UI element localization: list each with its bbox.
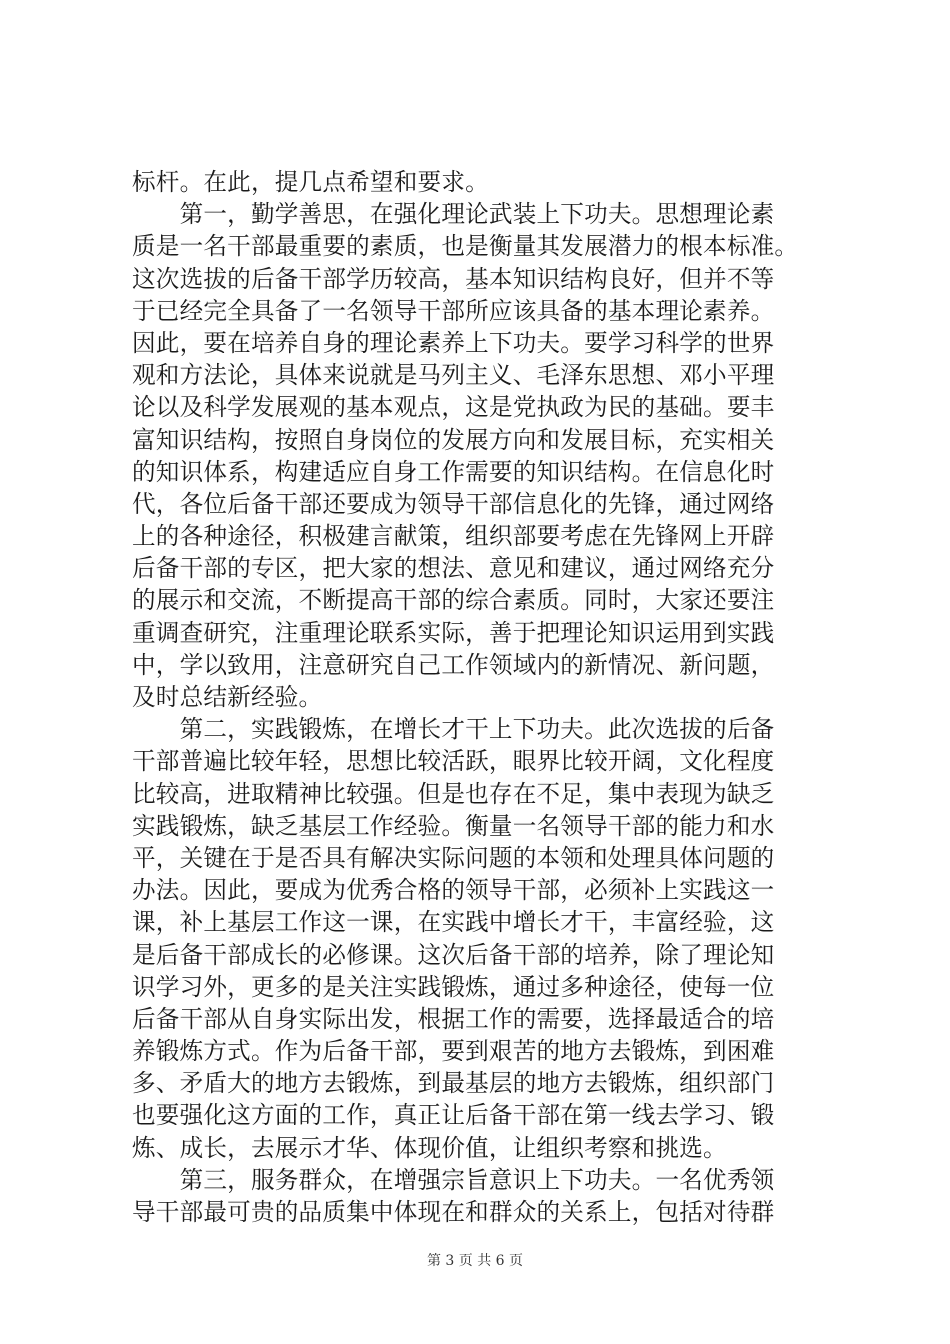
text-line: 多、矛盾大的地方去锻炼，到最基层的地方去锻炼，组织部门: [132, 1069, 775, 1098]
text-line: 第二，实践锻炼，在增长才干上下功夫。此次选拔的后备: [132, 715, 775, 744]
text-line: 及时总结新经验。: [132, 683, 323, 711]
text-line: 比较高，进取精神比较强。但是也存在不足，集中表现为缺乏: [132, 779, 775, 808]
text-line: 质是一名干部最重要的素质，也是衡量其发展潜力的根本标准。: [132, 232, 799, 261]
page-footer: [0, 1251, 950, 1271]
text-line: 也要强化这方面的工作，真正让后备干部在第一线去学习、锻: [132, 1101, 775, 1130]
text-line: 导干部最可贵的品质集中体现在和群众的关系上，包括对待群: [132, 1198, 775, 1226]
text-line: 第三，服务群众，在增强宗旨意识上下功夫。一名优秀领: [132, 1165, 775, 1194]
text-line: 于已经完全具备了一名领导干部所应该具备的基本理论素养。: [132, 296, 775, 325]
text-line: 养锻炼方式。作为后备干部，要到艰苦的地方去锻炼，到困难: [132, 1037, 775, 1066]
page-number-label: 第 3 页 共 6 页: [426, 1253, 524, 1269]
text-line: 的知识体系，构建适应自身工作需要的知识结构。在信息化时: [132, 457, 775, 486]
text-line: 这次选拔的后备干部学历较高，基本知识结构良好，但并不等: [132, 264, 775, 293]
text-line: 中，学以致用，注意研究自己工作领域内的新情况、新问题，: [132, 650, 775, 679]
text-line: 上的各种途径，积极建言献策，组织部要考虑在先锋网上开辟: [132, 522, 775, 551]
text-line: 的展示和交流，不断提高干部的综合素质。同时，大家还要注: [132, 586, 775, 615]
text-line: 识学习外，更多的是关注实践锻炼，通过多种途径，使每一位: [132, 972, 775, 1001]
text-line: 课，补上基层工作这一课，在实践中增长才干，丰富经验，这: [132, 908, 775, 937]
text-line: 重调查研究，注重理论联系实际，善于把理论知识运用到实践: [132, 618, 775, 647]
text-line: 标杆。在此，提几点希望和要求。: [132, 168, 489, 196]
text-line: 代，各位后备干部还要成为领导干部信息化的先锋，通过网络: [132, 489, 775, 518]
text-line: 论以及科学发展观的基本观点，这是党执政为民的基础。要丰: [132, 393, 775, 422]
text-line: 干部普遍比较年轻，思想比较活跃，眼界比较开阔，文化程度: [132, 747, 775, 776]
text-line: 平，关键在于是否具有解决实际问题的本领和处理具体问题的: [132, 843, 775, 872]
text-line: 是后备干部成长的必修课。这次后备干部的培养，除了理论知: [132, 940, 775, 969]
text-line: 第一，勤学善思，在强化理论武装上下功夫。思想理论素: [132, 200, 775, 229]
text-line: 因此，要在培养自身的理论素养上下功夫。要学习科学的世界: [132, 328, 775, 357]
text-line: 富知识结构，按照自身岗位的发展方向和发展目标，充实相关: [132, 425, 775, 454]
body-text: [132, 166, 832, 1228]
text-line: 后备干部的专区，把大家的想法、意见和建议，通过网络充分: [132, 554, 775, 583]
text-line: 实践锻炼，缺乏基层工作经验。衡量一名领导干部的能力和水: [132, 811, 775, 840]
text-line: 办法。因此，要成为优秀合格的领导干部，必须补上实践这一: [132, 876, 775, 905]
text-line: 观和方法论，具体来说就是马列主义、毛泽东思想、邓小平理: [132, 361, 775, 390]
text-line: 炼、成长，去展示才华、体现价值，让组织考察和挑选。: [132, 1133, 727, 1162]
text-line: 后备干部从自身实际出发，根据工作的需要，选择最适合的培: [132, 1004, 775, 1033]
